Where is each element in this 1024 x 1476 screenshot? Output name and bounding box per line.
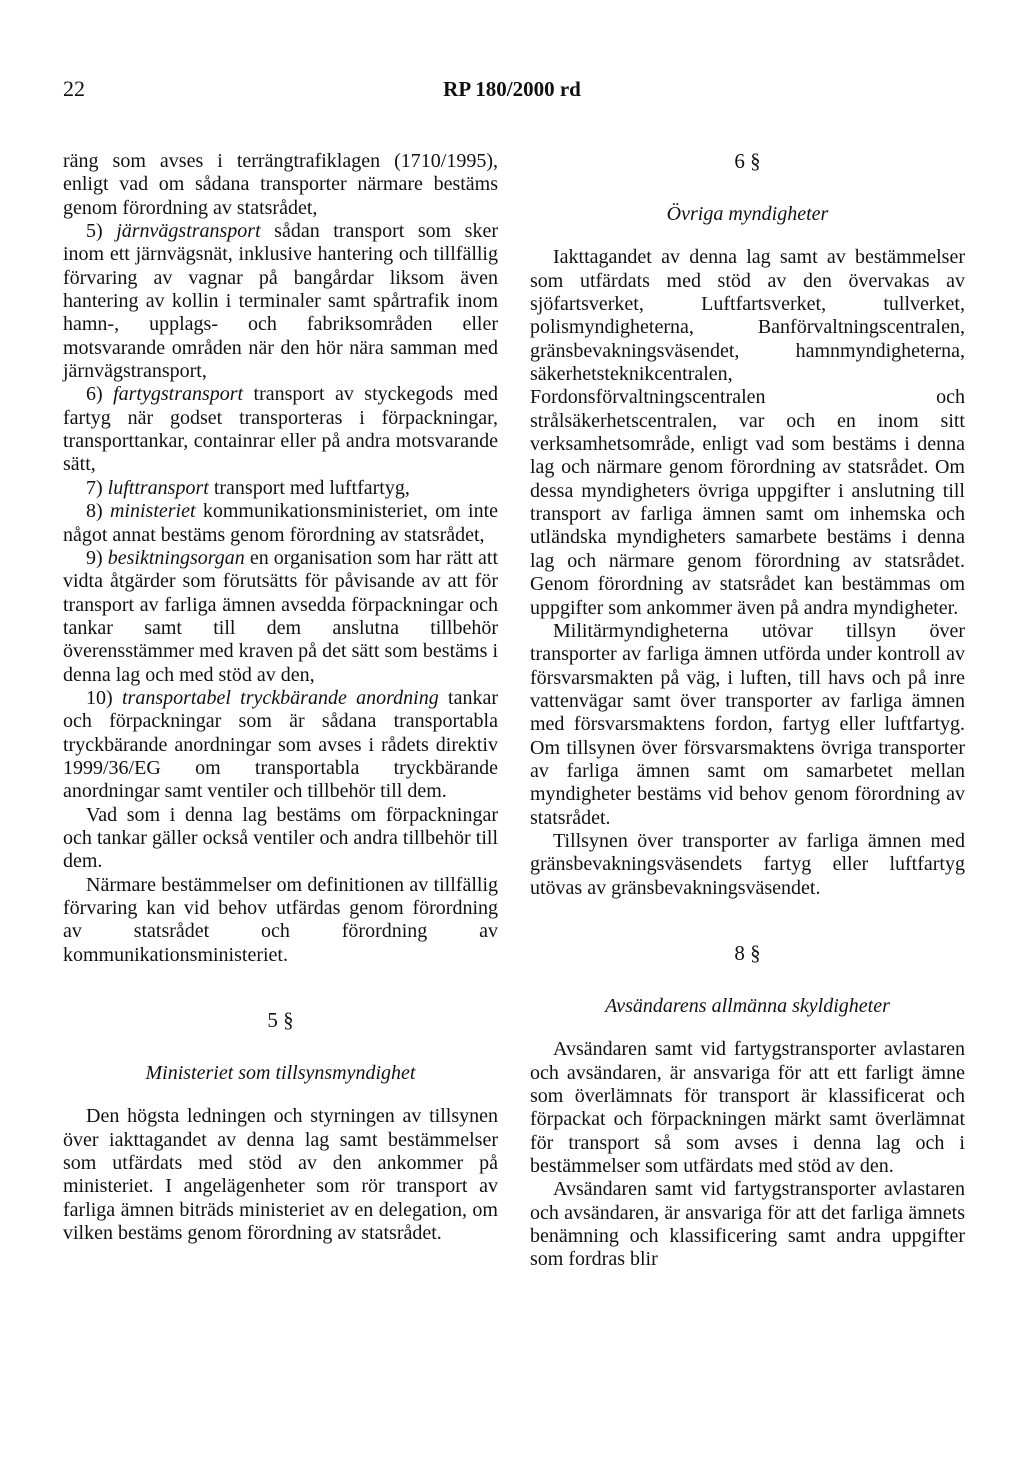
definition-item-8 [63,500,498,547]
definition-text: en organisation som har rätt att vidta åtgärder som förutsätts för påvisande av att för transport av farliga ämnen avsedda förpackningar och tankar samt till dem anslutna tillbehör överensstämmer med kraven på det sätt som bestäms i denna lag och med stöd av den, [63,546,499,686]
paragraph: Vad som i denna lag bestäms om förpackningar och tankar gäller också ventiler och andra tillbehör till dem. [63,803,498,873]
spacer [530,900,965,942]
item-number: 6) [86,383,103,406]
definition-item-10 [63,687,498,804]
definition-item-9 [63,547,498,687]
defined-term: lufttransport [107,476,209,499]
section-title-8: Avsändarens allmänna skyldigheter [605,994,890,1017]
spacer [63,967,498,1009]
paragraph: Avsändaren samt vid fartygstransporter avlastaren och avsändaren, är ansvariga för att ett farligt ämne som överlämnats för transport är klassificerat och förpackat och förpackningen märkt samt överlämnat för transport så som avses i denna lag och i bestämmelser som utfärdats med stöd av den. [530,1038,965,1178]
paragraph: Tillsynen över transporter av farliga ämnen med gränsbevakningsväsendets fartyg eller luftfartyg utövas av gränsbevakningsväsendet. [530,829,965,899]
section-title-5: Ministeriet som tillsynsmyndighet [145,1062,416,1085]
paragraph: räng som avses i terrängtrafiklagen (1710/1995), enligt vad om sådana transporter närmare bestäms genom förordning av statsrådet, [63,150,498,219]
paragraph: Militärmyndigheterna utövar tillsyn över transporter av farliga ämnen utförda under kontroll av försvarsmakten på väg, i luften, till havs och på inre vattenvägar samt över transporter av farliga ämnen med försvarsmaktens fordon, fartyg eller luftfartyg. Om tillsynen över försvarsmaktens övriga transporter av farliga ämnen samt om samarbetet mellan myndigheter bestäms vid behov genom förordning av statsrådet. [530,619,965,829]
defined-term: fartygstransport [113,383,244,406]
section-number-6: 6 § [734,149,761,173]
spacer [530,1018,965,1038]
paragraph: Iakttagandet av denna lag samt av bestämmelser som utfärdats med stöd av den övervakas av sjöfartsverket, Luftfartsverket, tullverket, polismyndigheterna, Banförvaltningscentralen, gränsbevakningsväsendet, hamnmyndigheterna, säkerhetsteknikcentralen, Fordonsförvaltningscentralen och strålsäkerhetscentralen, var och en inom sitt verksamhetsområde, enligt vad som bestäms i denna lag och närmare genom förordning av statsrådet. Om dessa myndigheters övriga uppgifter i anslutning till transport av farliga ämnen samt om inhemska och utländska myndigheters samarbete bestäms i denna lag och närmare genom förordning av statsrådet. Genom förordning av statsrådet kan bestämmas om uppgifter som ankommer även på andra myndigheter. [530,246,965,619]
definition-item-5 [63,220,498,383]
definition-item-6 [63,383,498,476]
definition-text: sådan transport som sker inom ett järnvägsnät, inklusive hantering och tillfällig förvaring av vagnar på bangårdar liksom även hantering av kollin i terminaler samt spårtrafik inom hamn-, upplags- och fabriksområden eller motsvarande områden när den hör nära samman med järnvägstransport, [63,220,499,383]
section-number-8: 8 § [734,940,761,965]
defined-term: järnvägstransport [116,220,261,243]
right-column [530,150,965,1272]
spacer [530,226,965,246]
spacer [63,1032,498,1062]
defined-term: transportabel tryckbärande anordning [121,686,439,709]
definition-text: kommunikationsministeriet, om inte något annat bestäms genom förordning av statsrådet, [63,500,498,546]
spacer [63,1085,498,1105]
paragraph: Närmare bestämmelser om definitionen av tillfällig förvaring kan vid behov utfärdas genom förordning av statsrådet och förordning av kommunikationsministeriet. [63,873,498,966]
section-number-5: 5 § [267,1008,294,1033]
definition-item-7 [63,477,498,500]
item-number: 7) [86,476,103,499]
defined-term: ministeriet [109,500,196,523]
item-number: 8) [86,500,103,523]
spacer [530,965,965,995]
section-title-6: Övriga myndigheter [666,203,829,225]
definition-text: tankar och förpackningar som är sådana transportabla tryckbärande anordningar som avses i rådets direktiv 1999/36/EG om transportabla tryckbärande anordningar samt ventiler och tillbehör till dem. [63,686,499,803]
spacer [530,173,965,203]
defined-term: besiktningsorgan [107,546,245,569]
paragraph: Den högsta ledningen och styrningen av tillsynen över iakttagandet av denna lag samt bestämmelser som utfärdats med stöd av den ankommer på ministeriet. I angelägenheter som rör transport av farliga ämnen biträds ministeriet av en delegation, om vilken bestäms genom förordning av statsrådet. [63,1105,498,1245]
document-id: RP 180/2000 rd [443,77,581,101]
item-number: 5) [86,220,103,243]
item-number: 10) [86,686,113,709]
left-column [63,150,498,1245]
page-number: 22 [63,76,85,101]
item-number: 9) [86,546,103,569]
definition-text: transport av styckegods med fartyg när godset transporteras i förpackningar, transporttankar, containrar eller på andra motsvarande sätt, [63,383,499,476]
paragraph: Avsändaren samt vid fartygstransporter avlastaren och avsändaren, är ansvariga för att det farliga ämnets benämning och klassificering samt andra uppgifter som fordras blir [530,1178,965,1271]
page-header [63,74,961,106]
definition-text: transport med luftfartyg, [213,476,410,499]
